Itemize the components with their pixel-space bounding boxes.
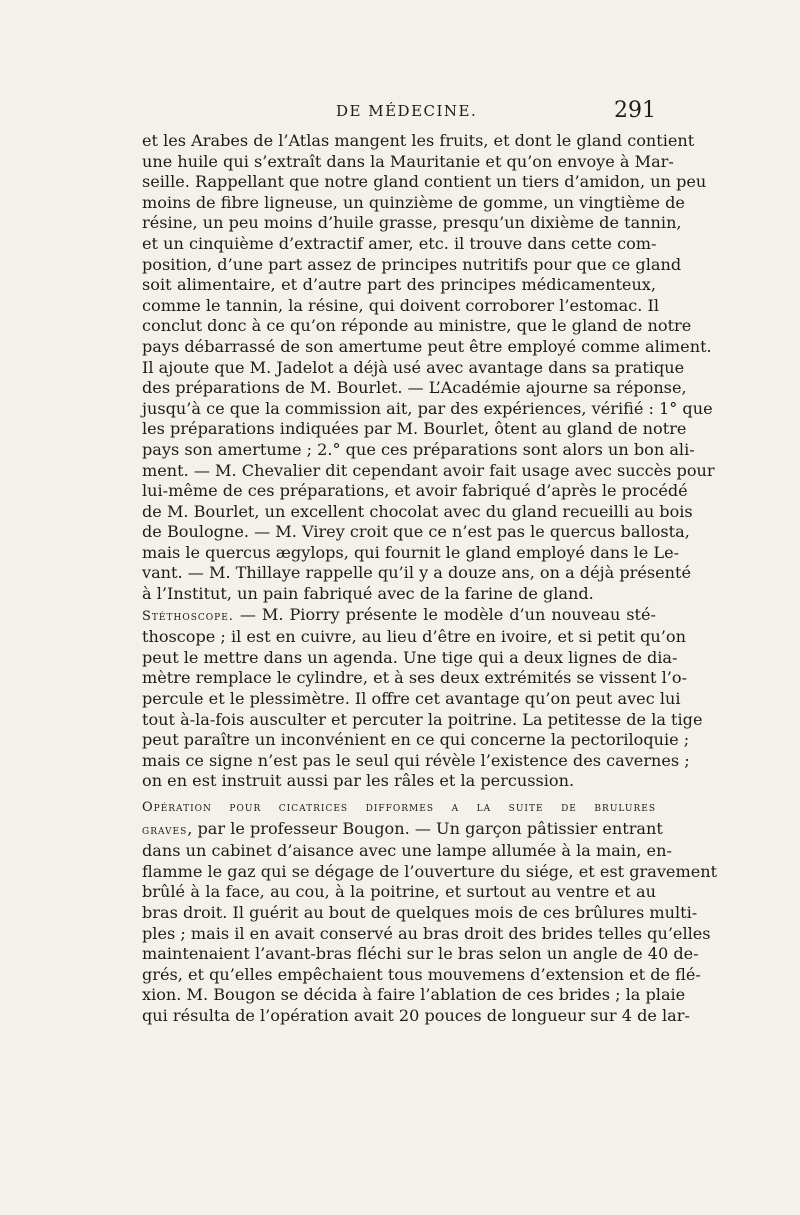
page-number: 291 — [614, 98, 656, 123]
text-line: résine, un peu moins d’huile grasse, presqu’un dixième de tannin, — [142, 213, 682, 233]
text-line: qui résulta de l’opération avait 20 pouces de longueur sur 4 de lar- — [142, 1005, 690, 1025]
running-title: DE MÉDECINE. — [336, 102, 478, 120]
text-line: bras droit. Il guérit au bout de quelques mois de ces brûlures multi- — [142, 902, 698, 922]
text-line: de M. Bourlet, un excellent chocolat avec du gland recueilli au bois — [142, 501, 693, 521]
text-line: brûlé à la face, au cou, à la poitrine, et surtout au ventre et au — [142, 882, 656, 902]
text-line: peut paraître un inconvénient en ce qui concerne la pectoriloquie ; — [142, 730, 690, 750]
text-line — [142, 796, 656, 819]
text-line: pays débarrassé de son amertume peut être employé comme aliment. — [142, 336, 712, 356]
text-line: pays son amertume ; 2.° que ces préparations sont alors un bon ali- — [142, 439, 695, 459]
text-line: percule et le plessimètre. Il offre cet avantage qu’on peut avec lui — [142, 689, 681, 709]
text-line: de Boulogne. — M. Virey croit que ce n’est pas le quercus ballosta, — [142, 522, 690, 542]
text-line: peut le mettre dans un agenda. Une tige qui a deux lignes de dia- — [142, 647, 678, 667]
text-line: vant. — M. Thillaye rappelle qu’il y a douze ans, on a déjà présenté — [142, 563, 691, 583]
paragraph-operation — [142, 796, 718, 1027]
text-line-content: — M. Piorry présente le modèle d’un nouveau sté- — [233, 604, 656, 624]
text-line: tout à-la-fois ausculter et percuter la poitrine. La petitesse de la tige — [142, 709, 703, 729]
text-line: ment. — M. Chevalier dit cependant avoir fait usage avec succès pour — [142, 460, 715, 480]
text-line: ples ; mais il en avait conservé au bras droit des brides telles qu’elles — [142, 923, 711, 943]
text-line: lui-même de ces préparations, et avoir fabriqué d’après le procédé — [142, 481, 688, 501]
text-line: et les Arabes de l’Atlas mangent les fruits, et dont le gland contient — [142, 131, 695, 150]
text-line-content: , par le professeur Bougon. — Un garçon pâtissier entrant — [187, 818, 663, 838]
text-line: conclut donc à ce qu’on réponde au ministre, que le gland de notre — [142, 316, 692, 336]
text-line: seille. Rappellant que notre gland contient un tiers d’amidon, un peu — [142, 172, 707, 192]
body-text — [142, 131, 718, 1027]
paragraph-stethoscope — [142, 604, 703, 792]
text-line: à l’Institut, un pain fabriqué avec de la farine de gland. — [142, 584, 594, 604]
paragraph-acorn — [142, 131, 715, 605]
text-line: position, d’une part assez de principes nutritifs pour que ce gland — [142, 254, 682, 274]
text-line — [142, 818, 663, 842]
text-line: les préparations indiquées par M. Bourlet, ôtent au gland de notre — [142, 419, 687, 439]
text-line: moins de fibre ligneuse, un quinzième de gomme, un vingtième de — [142, 192, 685, 212]
page-header — [142, 98, 656, 130]
section-heading-operation-cont: graves — [142, 822, 188, 838]
text-line: dans un cabinet d’aisance avec une lampe allumée à la main, en- — [142, 841, 672, 861]
text-line: grés, et qu’elles empêchaient tous mouvemens d’extension et de flé- — [142, 964, 701, 984]
text-line: jusqu’à ce que la commission ait, par des expériences, vérifié : 1° que — [142, 398, 713, 418]
text-line: thoscope ; il est en cuivre, au lieu d’être en ivoire, et si petit qu’on — [142, 627, 686, 647]
section-heading-operation: Opération pour cicatrices difformes a la suite de brulures — [142, 800, 656, 815]
section-heading-stethoscope: Stéthoscope. — [142, 608, 234, 624]
text-line: une huile qui s’extraît dans la Mauritanie et qu’on envoye à Mar- — [142, 151, 674, 171]
text-line: mètre remplace le cylindre, et à ses deux extrémités se vissent l’o- — [142, 668, 688, 688]
text-line: on en est instruit aussi par les râles et la percussion. — [142, 771, 575, 791]
text-line: des préparations de M. Bourlet. — L’Académie ajourne sa réponse, — [142, 378, 687, 398]
text-line: comme le tannin, la résine, qui doivent corroborer l’estomac. Il — [142, 295, 660, 315]
text-line: flamme le gaz qui se dégage de l’ouverture du siége, et est gravement — [142, 861, 718, 881]
text-line: soit alimentaire, et d’autre part des principes médicamenteux, — [142, 275, 656, 295]
text-line — [142, 605, 656, 628]
text-line: mais ce signe n’est pas le seul qui révèle l’existence des cavernes ; — [142, 750, 690, 770]
text-line: Il ajoute que M. Jadelot a déjà usé avec avantage dans sa pratique — [142, 357, 685, 377]
text-line: maintenaient l’avant-bras fléchi sur le bras selon un angle de 40 de- — [142, 944, 699, 964]
text-line: mais le quercus ægylops, qui fournit le gland employé dans le Le- — [142, 542, 680, 562]
text-line: xion. M. Bougon se décida à faire l’ablation de ces brides ; la plaie — [142, 985, 686, 1005]
text-line: et un cinquième d’extractif amer, etc. il trouve dans cette com- — [142, 233, 657, 253]
